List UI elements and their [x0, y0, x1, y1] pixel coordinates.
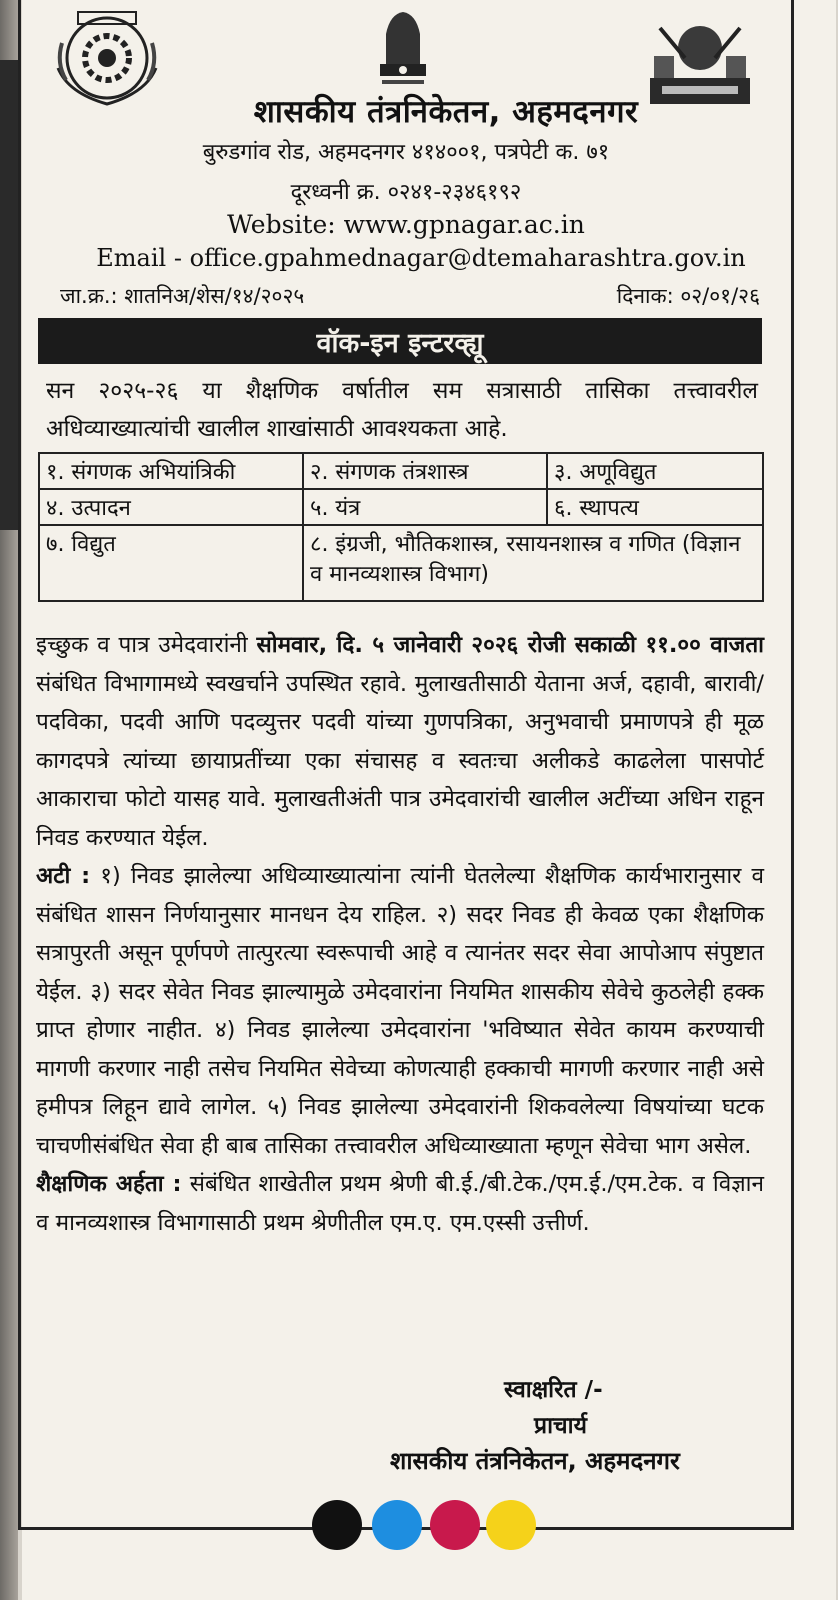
- notice-date: दिनाक: ०२/०१/२६: [616, 284, 760, 308]
- qualification-paragraph: [36, 1165, 764, 1242]
- conditions-label: अटी :: [36, 863, 91, 889]
- reference-number: जा.क्र.: शातनिअ/शेस/१४/२०२५: [60, 284, 305, 308]
- conditions-text: १) निवड झालेल्या अधिव्याख्यात्यांना त्यांनी घेतलेल्या शैक्षणिक कार्यभारानुसार व संबंधित शासन निर्णयानुसार मानधन देय राहिल. २) सदर निवड ही केवळ एका शैक्षणिक सत्रापुरती असून पूर्णपणे तात्पुरत्या स्वरूपाची आहे व त्यानंतर सदर सेवा आपोआप संपुष्टात येईल. ३) सदर सेवेत निवड झाल्यामुळे उमेदवारांना नियमित शासकीय सेवेचे कुठलेही हक्क प्राप्त होणार नाहीत. ४) निवड झालेल्या उमेदवारांना 'भविष्यात सेवेत कायम करण्याची मागणी करणार नाही तसेच नियमित सेवेच्या कोणत्याही हक्काची मागणी करणार नाही असे हमीपत्र लिहून द्यावे लागेल. ५) निवड झालेल्या उमेदवारांनी शिकवलेल्या विषयांच्या घटक चाचणीसंबंधित सेवा ही बाब तासिका तत्त्वावरील अधिव्याख्याता म्हणून सेवेचा भाग असेल.: [36, 863, 764, 1159]
- signatory-institute: शासकीय तंत्रनिकेतन, अहमदनगर: [390, 1447, 680, 1475]
- table-row: [39, 525, 763, 601]
- branches-table: [38, 452, 764, 602]
- national-emblem-icon: [368, 4, 438, 94]
- table-cell: ७. विद्युत: [39, 525, 303, 601]
- institute-address: बुरुडगांव रोड, अहमदनगर ४१४००१, पत्रपेटी क. ७१: [202, 140, 610, 165]
- table-cell: ८. इंग्रजी, भौतिकशास्त्र, रसायनशास्त्र व गणित (विज्ञान व मानव्यशास्त्र विभाग): [303, 525, 763, 601]
- qualification-text: संबंधित शाखेतील प्रथम श्रेणी बी.ई./बी.टेक./एम.ई./एम.टेक. व विज्ञान व मानव्यशास्त्र विभागासाठी प्रथम श्रेणीतील एम.ए. एम.एस्सी उत्तीर्ण.: [36, 1171, 764, 1236]
- interview-datetime: सोमवार, दि. ५ जानेवारी २०२६ रोजी सकाळी ११.०० वाजता: [256, 632, 764, 658]
- print-mark-yellow: [486, 1500, 536, 1550]
- table-cell: २. संगणक तंत्रशास्त्र: [303, 453, 547, 489]
- intro-text: सन २०२५-२६ या शैक्षणिक वर्षातील सम सत्रासाठी तासिका तत्त्वावरील अधिव्याख्यात्यांची खालील शाखांसाठी आवश्यकता आहे.: [46, 378, 758, 442]
- page-edge: [0, 0, 18, 1600]
- table-cell: ३. अणूविद्युत: [547, 453, 763, 489]
- table-cell: ६. स्थापत्य: [547, 489, 763, 525]
- print-mark-black: [312, 1500, 362, 1550]
- table-row: [39, 453, 763, 489]
- institute-website: Website: www.gpnagar.ac.in: [227, 210, 585, 239]
- qualification-label: शैक्षणिक अर्हता :: [36, 1171, 182, 1197]
- notice-body: [36, 626, 764, 1242]
- table-cell: १. संगणक अभियांत्रिकी: [39, 453, 303, 489]
- instructions-text: इच्छुक व पात्र उमेदवारांनी: [36, 632, 257, 658]
- institute-title: शासकीय तंत्रनिकेतन, अहमदनगर: [253, 94, 639, 130]
- instructions-text-cont: संबंधित विभागामध्ये स्वखर्चाने उपस्थित रहावे. मुलाखतीसाठी येताना अर्ज, दहावी, बारावी/पदविका, पदवी आणि पदव्युत्तर पदवी यांच्या गुणपत्रिका, अनुभवाची प्रमाणपत्रे ही मूळ कागदपत्रे त्यांच्या छायाप्रतींच्या एका संचासह व स्वतःचा अलीकडे काढलेला पासपोर्ट आकाराचा फोटो यासह यावे. मुलाखतीअंती पात्र उमेदवारांची खालील अटींच्या अधिन राहून निवड करण्यात येईल.: [36, 670, 764, 851]
- walk-in-banner: वॉक-इन इन्टरव्ह्यू: [38, 318, 762, 364]
- print-mark-magenta: [430, 1500, 480, 1550]
- instructions-paragraph: [36, 626, 764, 857]
- signatory-designation: प्राचार्य: [534, 1413, 587, 1439]
- print-mark-cyan: [372, 1500, 422, 1550]
- reference-row: [60, 282, 760, 310]
- signed-mark: स्वाक्षरित /-: [504, 1377, 603, 1403]
- conditions-paragraph: [36, 857, 764, 1165]
- institute-phone: दूरध्वनी क्र. ०२४१-२३४६१९२: [290, 180, 522, 205]
- institute-email: Email - office.gpahmednagar@dtemaharashtra.gov.in: [96, 244, 746, 272]
- table-cell: ५. यंत्र: [303, 489, 547, 525]
- table-row: [39, 489, 763, 525]
- table-cell: ४. उत्पादन: [39, 489, 303, 525]
